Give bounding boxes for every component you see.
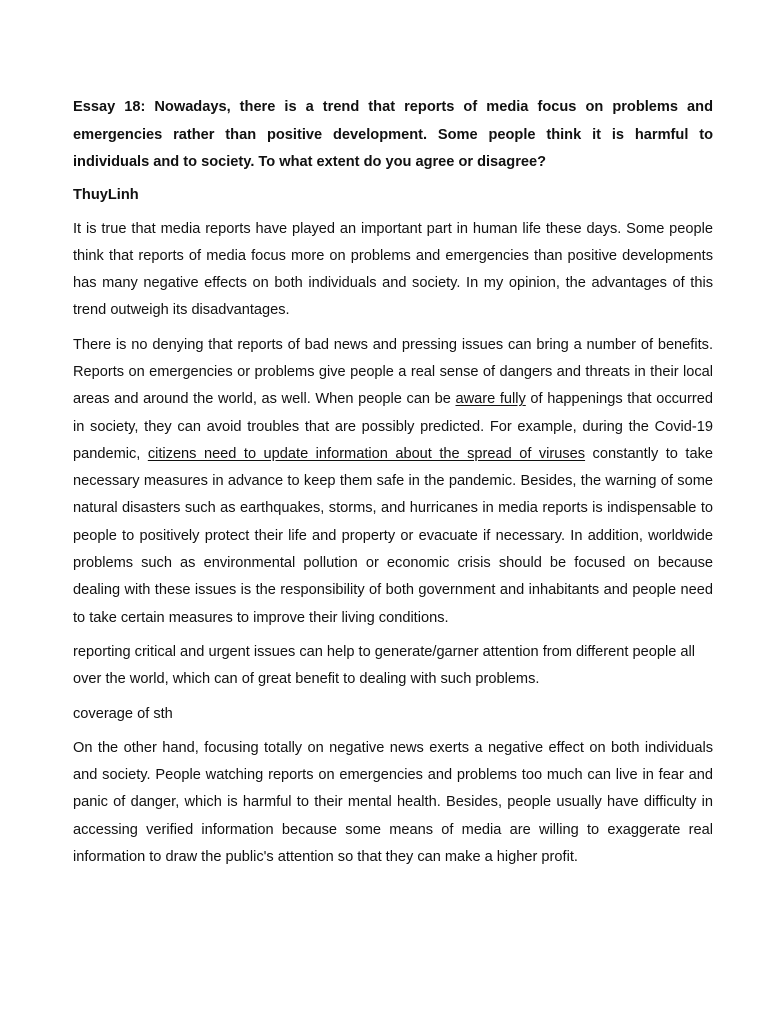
note-paragraph: reporting critical and urgent issues can help to generate/garner attention from different people all over the world, which can of great benefit to dealing with such problems. <box>73 643 695 688</box>
underlined-phrase-aware-fully: aware fully <box>455 391 526 408</box>
essay-author: ThuyLinh <box>73 186 139 203</box>
body1-text-part1: There is no denying that reports of bad news and pressing issues can bring a number of benefits. Reports on emergencies or problems give people a real sense of dangers and threats in their local areas and around the world, as well. When people can be <box>73 336 713 408</box>
body1-text-part2: of happenings that occurred in society, they can avoid troubles that are possibly predicted. For example, during the Covid-19 pandemic, <box>73 391 713 462</box>
body-paragraph-1 <box>73 332 713 632</box>
document-page <box>73 94 713 871</box>
essay-title: Essay 18: Nowadays, there is a trend that reports of media focus on problems and emergencies rather than positive development. Some people think it is harmful to individuals and to society. To what extent do you agree or disagree? <box>73 99 713 170</box>
underlined-phrase-citizens: citizens need to update information about the spread of viruses <box>147 445 586 462</box>
body-paragraph-2: On the other hand, focusing totally on negative news exerts a negative effect on both individuals and society. People watching reports on emergencies and problems too much can live in fear and panic of danger, which is harmful to their mental health. Besides, people usually have difficulty in accessing verified information because some means of media are willing to exaggerate real information to draw the public's attention so that they can make a higher profit. <box>73 739 713 866</box>
body1-text-part3: constantly to take necessary measures in advance to keep them safe in the pandemic. Besides, the warning of some natural disasters such as earthquakes, storms, and hurricanes in media reports is indispensable to people to positively protect their life and property or evacuate if necessary. In addition, worldwide problems such as environmental pollution or economic crisis should be focused on because dealing with these issues is the responsibility of both government and inhabitants and people need to take certain measures to improve their living conditions. <box>73 445 713 626</box>
intro-paragraph: It is true that media reports have played an important part in human life these days. Some people think that reports of media focus more on problems and emergencies than positive developments has many negative effects on both individuals and society. In my opinion, the advantages of this trend outweigh its disadvantages. <box>73 220 713 319</box>
note-coverage: coverage of sth <box>73 705 173 722</box>
